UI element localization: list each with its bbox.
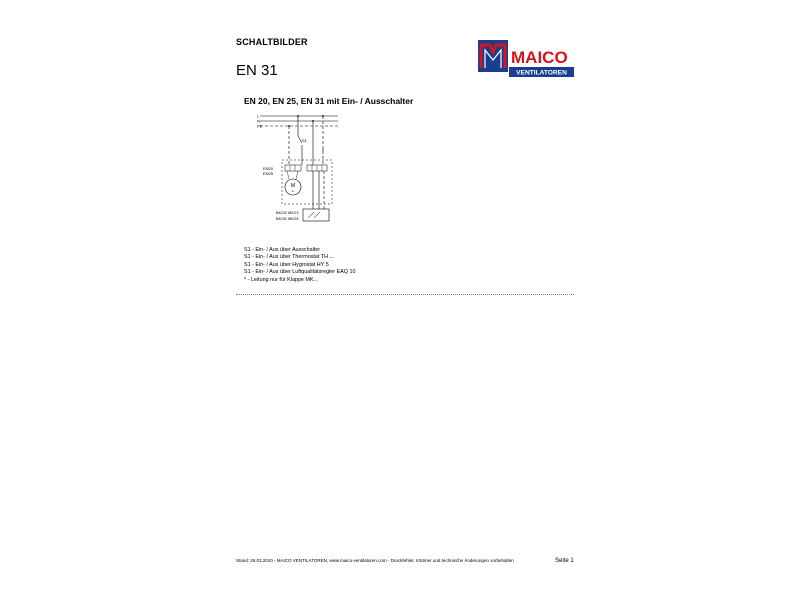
damper-icon	[303, 209, 329, 221]
legend-item: S1 - Ein- / Aus über Ausschalter	[244, 247, 321, 253]
legend-item: S1 - Ein- / Aus über Thermostat TH ...	[244, 254, 334, 261]
legend	[244, 247, 355, 284]
label-bk25: BK25/ MK25	[276, 216, 299, 221]
label-motor-phase: 1~	[291, 189, 295, 193]
label-en20: EN20	[263, 166, 274, 171]
label-l: L	[257, 113, 260, 119]
diagram-title: EN 20, EN 25, EN 31 mit Ein- / Ausschalter	[244, 96, 414, 106]
label-pe: PE	[257, 123, 263, 129]
footer-text: Stand: 26.03.2010 - MAICO VENTILATOREN, www.maico-ventilatoren.com - Druckfehler, Irrtümer und technische Änderungen vorbehalten	[236, 558, 514, 563]
label-star: *	[322, 149, 324, 155]
label-bk23: BK23/ MK23	[276, 210, 299, 215]
legend-item: * - Leitung nur für Klappe MK...	[244, 276, 319, 283]
legend-item: S1 - Ein- / Aus über Luftqualitätsregler EAQ 10	[244, 269, 356, 276]
divider	[236, 294, 574, 295]
label-motor: M	[290, 183, 296, 189]
page-number: Seite 1	[555, 558, 574, 564]
model-title: EN 31	[236, 62, 278, 79]
label-en25: EN25	[263, 171, 274, 176]
section-title: SCHALTBILDER	[236, 37, 308, 47]
legend-item: S1 - Ein- / Aus über Hygrostat HY 5	[244, 261, 329, 268]
label-s1: S1	[302, 138, 307, 143]
wiring-diagram	[256, 110, 352, 230]
label-n: N	[257, 118, 260, 124]
logo-brand: MAICO	[511, 48, 568, 67]
maico-logo	[478, 40, 574, 78]
logo-tagline: VENTILATOREN	[516, 69, 567, 77]
